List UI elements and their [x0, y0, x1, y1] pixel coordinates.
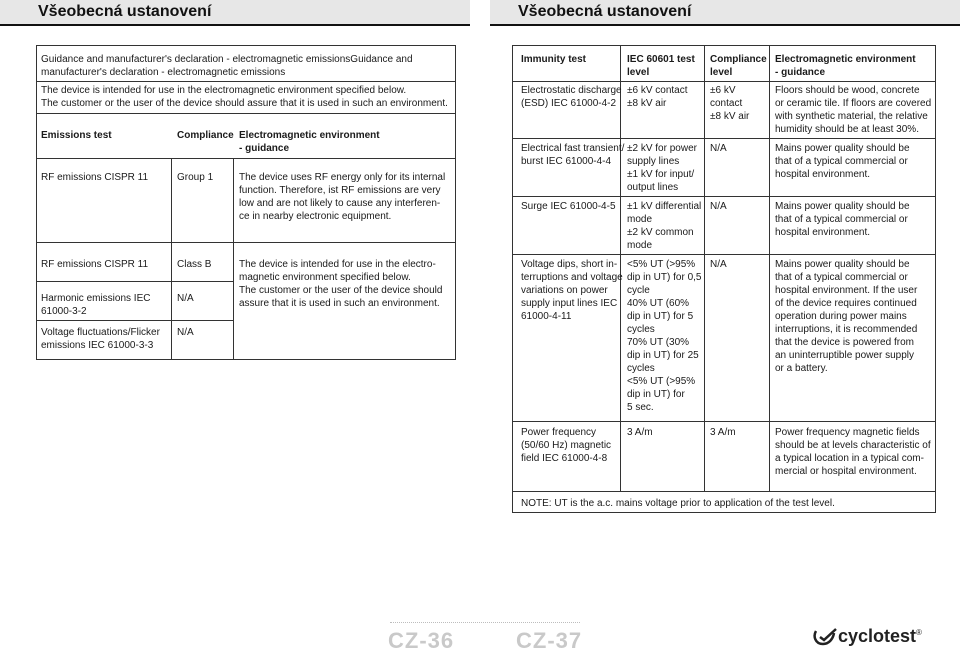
level-line: mode: [627, 240, 653, 251]
divider: [37, 281, 233, 282]
immunity-test-eft: [521, 142, 624, 168]
level-line: ±1 kV differential: [627, 201, 702, 212]
env-line: Mains power quality should be: [775, 201, 910, 212]
env-line: assure that it is used in such an environment.: [239, 298, 440, 309]
divider: [37, 242, 455, 243]
divider: [513, 138, 935, 139]
page-number-right: CZ-37: [516, 628, 583, 653]
level-line: supply lines: [627, 156, 680, 167]
emission-compliance-2: Class B: [177, 259, 212, 270]
env-line: a typical location in a typical com-: [775, 453, 924, 464]
env-line: The customer or the user of the device should: [239, 285, 443, 296]
env-line: function. Therefore, ist RF emissions are very: [239, 185, 441, 196]
immunity-test-surge: Surge IEC 61000-4-5: [521, 201, 616, 212]
emission-test-2: RF emissions CISPR 11: [41, 259, 149, 270]
intro-line-1: Guidance and manufacturer's declaration - electromagnetic emissionsGuidance and: [41, 54, 413, 65]
intro-line-4: The customer or the user of the device should assure that it is used in such an environment.: [41, 98, 448, 109]
env-line: that of a typical commercial or: [775, 156, 908, 167]
emission-compliance-3: N/A: [177, 293, 194, 304]
immunity-compliance-esd: [710, 84, 749, 123]
env-line: with synthetic material, the relative: [775, 111, 928, 122]
brand-text: cyclotest: [838, 626, 917, 646]
immunity-level-dips: [627, 258, 701, 414]
col-header-compliance: Compliance: [177, 130, 234, 141]
level-line: mode: [627, 214, 653, 225]
immunity-env-eft: [775, 142, 910, 181]
test-line: 61000-4-11: [521, 311, 572, 322]
divider: [704, 46, 705, 491]
col-header-compliance-level: [710, 53, 767, 79]
cyclotest-logo: [812, 626, 922, 647]
level-line: cycle: [627, 285, 650, 296]
test-line: Electrostatic discharge: [521, 85, 622, 96]
test-line: supply input lines IEC: [521, 298, 618, 309]
col-header-immunity-test: Immunity test: [521, 54, 587, 65]
env-line: or a battery.: [775, 363, 828, 374]
env-line: hospital environment.: [775, 169, 871, 180]
right-page-title: Všeobecná ustanovení: [518, 3, 692, 20]
test-line: (ESD) IEC 61000-4-2: [521, 98, 617, 109]
level-line: cycles: [627, 324, 655, 335]
compliance-line: ±8 kV air: [710, 111, 750, 122]
col-header-env-line-2: - guidance: [239, 143, 290, 154]
env-line: interruptions, it is recommended: [775, 324, 918, 335]
level-line: <5% UT (>95%: [627, 259, 696, 270]
header-line: - guidance: [775, 67, 826, 78]
level-line: output lines: [627, 182, 679, 193]
env-line: that of a typical commercial or: [775, 214, 908, 225]
test-line: Harmonic emissions IEC: [41, 293, 151, 304]
header-line: level: [627, 67, 650, 78]
env-line: should be at levels characteristic of: [775, 440, 931, 451]
header-line: level: [710, 67, 733, 78]
immunity-table: [512, 45, 936, 513]
env-line: humidity should be at least 30%.: [775, 124, 919, 135]
level-line: <5% UT (>95%: [627, 376, 696, 387]
level-line: ±2 kV common: [627, 227, 694, 238]
immunity-compliance-eft: N/A: [710, 143, 727, 154]
env-line: mercial or hospital environment.: [775, 466, 917, 477]
level-line: cycles: [627, 363, 655, 374]
immunity-test-dips: [521, 258, 623, 323]
divider: [513, 81, 935, 82]
emissions-table: [36, 45, 456, 360]
immunity-compliance-surge: N/A: [710, 201, 727, 212]
level-line: ±1 kV for input/: [627, 169, 695, 180]
level-line: 5 sec.: [627, 402, 654, 413]
env-line: operation during power mains: [775, 311, 907, 322]
level-line: 70% UT (30%: [627, 337, 690, 348]
right-page-header: [490, 0, 960, 26]
divider: [37, 158, 455, 159]
immunity-level-surge: [627, 200, 701, 252]
immunity-level-esd: [627, 84, 688, 110]
test-line: Voltage fluctuations/Flicker: [41, 327, 160, 338]
divider: [513, 421, 935, 422]
brand-name: [838, 626, 922, 647]
immunity-compliance-magnetic: 3 A/m: [710, 427, 736, 438]
env-line: Floors should be wood, concrete: [775, 85, 920, 96]
env-line: Power frequency magnetic fields: [775, 427, 920, 438]
emission-env-2: [239, 258, 442, 310]
col-header-test-level: [627, 53, 695, 79]
immunity-compliance-dips: N/A: [710, 259, 727, 270]
col-header-env-line-1: Electromagnetic environment: [239, 130, 380, 141]
level-line: ±8 kV air: [627, 98, 667, 109]
divider: [233, 158, 234, 359]
left-page-title: Všeobecná ustanovení: [38, 3, 212, 20]
col-header-emissions-test: Emissions test: [41, 130, 112, 141]
test-line: field IEC 61000-4-8: [521, 453, 608, 464]
env-line: hospital environment. If the user: [775, 285, 918, 296]
env-line: an uninterruptible power supply: [775, 350, 914, 361]
compliance-line: ±6 kV: [710, 85, 736, 96]
immunity-env-surge: [775, 200, 910, 239]
env-line: magnetic environment specified below.: [239, 272, 411, 283]
immunity-note: NOTE: UT is the a.c. mains voltage prior to application of the test level.: [521, 498, 835, 509]
emission-test-4: [41, 326, 160, 352]
test-line: Voltage dips, short in-: [521, 259, 618, 270]
emission-compliance-4: N/A: [177, 327, 194, 338]
divider: [769, 46, 770, 491]
divider: [513, 491, 935, 492]
level-line: 40% UT (60%: [627, 298, 690, 309]
intro-line-3: The device is intended for use in the electromagnetic environment specified below.: [41, 85, 407, 96]
immunity-test-magnetic: [521, 426, 611, 465]
test-line: Electrical fast transient/: [521, 143, 625, 154]
env-line: The device uses RF energy only for its internal: [239, 172, 446, 183]
env-line: or ceramic tile. If floors are covered: [775, 98, 932, 109]
col-header-env-guidance: [775, 53, 916, 79]
test-line: terruptions and voltage: [521, 272, 623, 283]
registered-mark: ®: [916, 628, 922, 637]
left-page-header: [0, 0, 470, 26]
env-line: The device is intended for use in the electro-: [239, 259, 436, 270]
env-line: hospital environment.: [775, 227, 871, 238]
col-header-env: [239, 129, 380, 155]
page-number-left: CZ-36: [388, 628, 455, 653]
divider: [171, 158, 172, 359]
test-line: emissions IEC 61000-3-3: [41, 340, 154, 351]
divider: [37, 113, 455, 114]
footer-dotted-line: [390, 622, 580, 623]
level-line: ±2 kV for power: [627, 143, 697, 154]
env-line: Mains power quality should be: [775, 259, 910, 270]
intro-line-2: manufacturer's declaration - electromagnetic emissions: [41, 67, 286, 78]
immunity-test-esd: [521, 84, 622, 110]
test-line: 61000-3-2: [41, 306, 87, 317]
divider: [513, 196, 935, 197]
env-line: of the device requires continued: [775, 298, 917, 309]
env-line: that the device is powered from: [775, 337, 914, 348]
immunity-env-magnetic: [775, 426, 931, 478]
env-line: ce in nearby electronic equipment.: [239, 211, 392, 222]
immunity-level-eft: [627, 142, 697, 194]
env-line: that of a typical commercial or: [775, 272, 908, 283]
test-line: (50/60 Hz) magnetic: [521, 440, 612, 451]
immunity-level-magnetic: 3 A/m: [627, 427, 653, 438]
env-line: low and are not likely to cause any interferen-: [239, 198, 441, 209]
test-line: Power frequency: [521, 427, 597, 438]
level-line: ±6 kV contact: [627, 85, 688, 96]
level-line: dip in UT) for 5: [627, 311, 694, 322]
immunity-env-dips: [775, 258, 917, 375]
test-line: variations on power: [521, 285, 608, 296]
header-line: Compliance: [710, 54, 767, 65]
test-line: burst IEC 61000-4-4: [521, 156, 612, 167]
emission-test-3: [41, 292, 150, 318]
level-line: dip in UT) for 0,5: [627, 272, 702, 283]
level-line: dip in UT) for: [627, 389, 685, 400]
emission-compliance-1: Group 1: [177, 172, 214, 183]
immunity-env-esd: [775, 84, 931, 136]
divider: [513, 254, 935, 255]
header-line: IEC 60601 test: [627, 54, 695, 65]
emission-test-1: RF emissions CISPR 11: [41, 172, 149, 183]
header-line: Electromagnetic environment: [775, 54, 916, 65]
emission-env-1: [239, 171, 445, 223]
cyclotest-logo-icon: [812, 627, 838, 647]
level-line: dip in UT) for 25: [627, 350, 699, 361]
env-line: Mains power quality should be: [775, 143, 910, 154]
divider: [37, 81, 455, 82]
compliance-line: contact: [710, 98, 743, 109]
divider: [37, 320, 233, 321]
